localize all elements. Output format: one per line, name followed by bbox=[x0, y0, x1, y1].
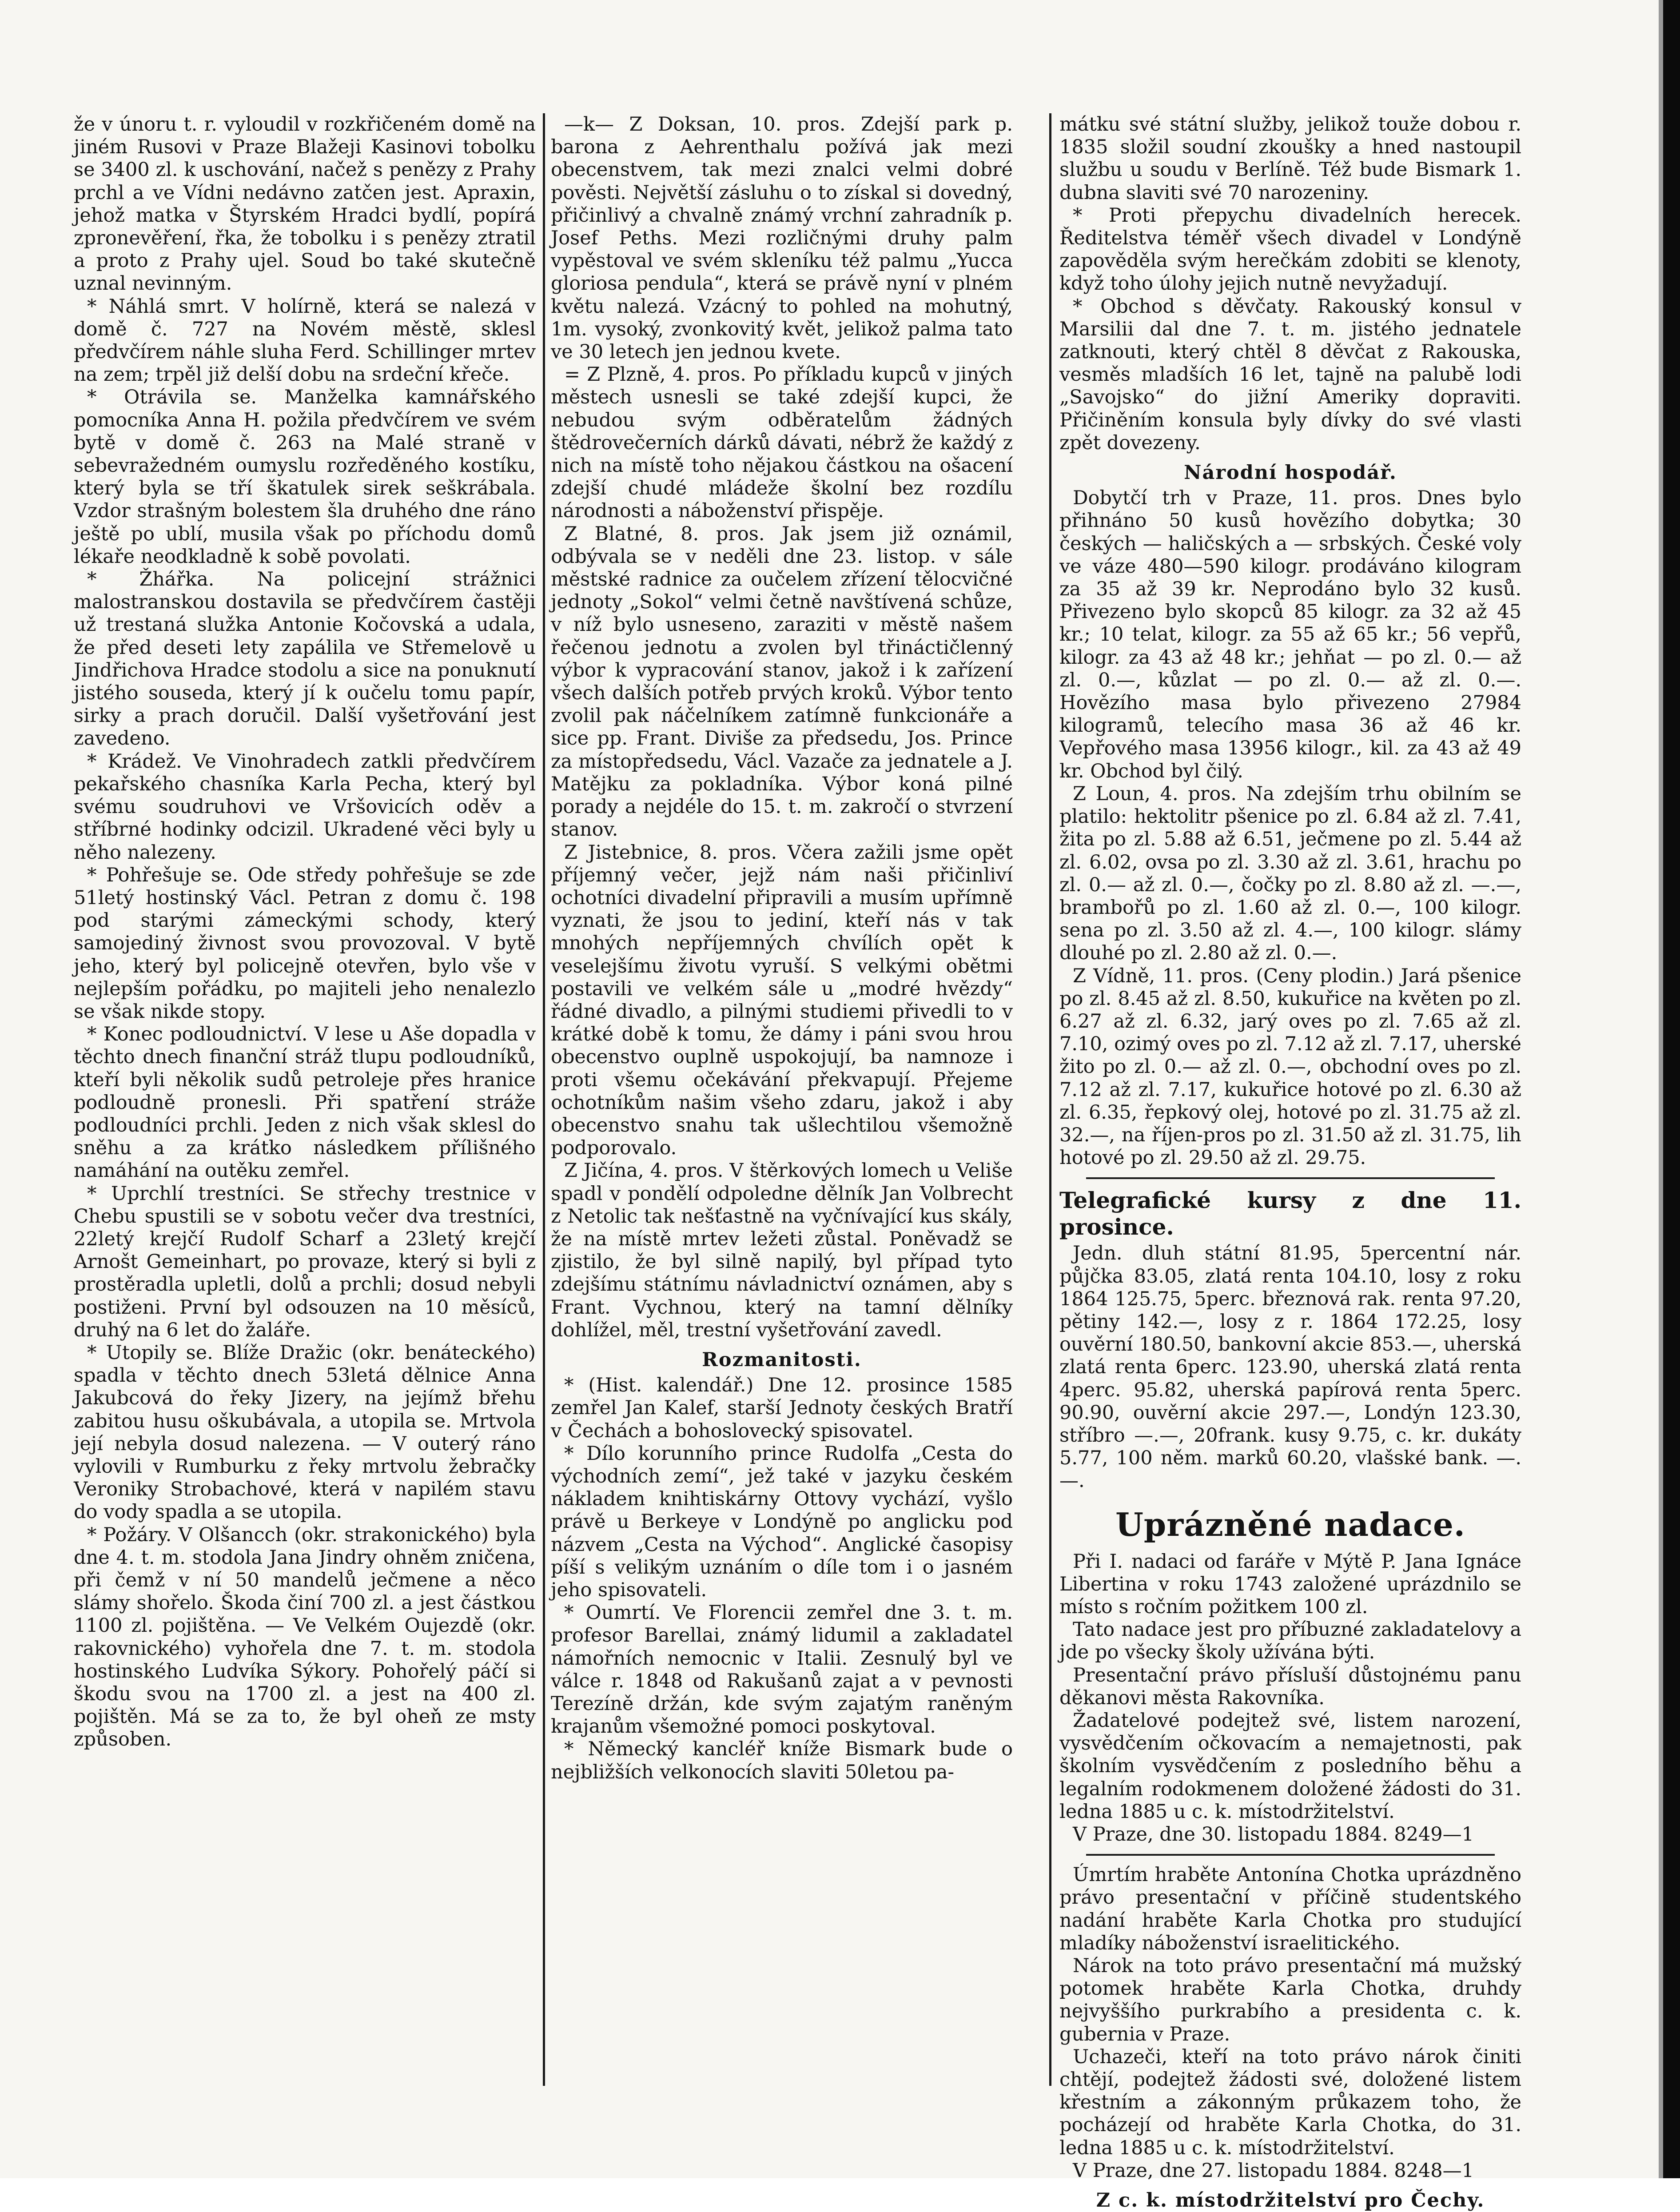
market-report: Z Loun, 4. pros. Na zdejším trhu obilním se platilo: hektolitr pšenice po zl. 6.84 až zl. 7.41, žita po zl. 5.88 až 6.51, ječmene po zl. 5.44 až zl. 6.02, ovsa po zl. 3.30 až zl. 3.61, hrachu po zl. 0.— až zl. 0.—, čočky po zl. 8.80 až zl. —.—, brambořů po zl. 1.60 až zl. 0.—, 100 kilogr. sena po zl. 3.50 až zl. 4.—, 100 kilogr. slámy dlouhé po zl. 2.80 až zl. 0.—. bbox=[1059, 782, 1521, 965]
divider bbox=[1086, 1177, 1495, 1179]
column-rule bbox=[1049, 113, 1051, 2086]
news-item: * Proti přepychu divadelních herecek. Ředitelstva téměř všech divadel v Londýně zapověděla svým herečkám zdobiti se klenoty, když toho úlohy jejich nutně nevyžadují. bbox=[1059, 204, 1521, 295]
exchange-rates: Jedn. dluh státní 81.95, 5percentní nár. půjčka 83.05, zlatá renta 104.10, losy z roku 1864 125.75, 5perc. březnová rak. renta 97.20, pětiny 142.—, losy z r. 1864 172.25, losy ouvěrní 180.50, bankovní akcie 853.—, uherská zlatá renta 6perc. 123.90, uherská zlatá renta 4perc. 95.82, uherská papírová renta 5perc. 90.90, ouvěrní akcie 297.—, Londýn 123.30, stříbro —.—, 20frank. kusy 9.75, c. kr. dukáty 5.77, 100 něm. marků 60.20, vlašské bank. —.—. bbox=[1059, 1242, 1521, 1492]
notice-paragraph: Nárok na toto právo presentační má mužský potomek hraběte Karla Chotka, druhdy nejvyššího purkrabího a presidenta c. k. gubernia v Praze. bbox=[1059, 1955, 1521, 2045]
news-item: * Otrávila se. Manželka kamnářského pomocníka Anna H. požila předvčírem ve svém bytě v domě č. 263 na Malé straně v sebevražedném oumyslu rozředěného kostíku, který byla se tří škatulek sirek seškrábala. Vzdor strašným bolestem šla druhého dne ráno ještě po ublí, musila však po příchodu domů lékaře neodkladně k sobě povolati. bbox=[74, 386, 536, 568]
news-item: * Obchod s děvčaty. Rakouský konsul v Marsilii dal dne 7. t. m. jistého jednatele zatknouti, který chtěl 8 děvčat z Rakouska, vesměs mladších 16 let, tajně na palubě lodi „Savojsko“ do jižní Ameriky dopraviti. Přičiněním konsula byly dívky do své vlasti zpět dovezeny. bbox=[1059, 295, 1521, 454]
section-heading: Uprázněné nadace. bbox=[1115, 1505, 1465, 1543]
notice-date: V Praze, dne 30. listopadu 1884. 8249—1 bbox=[1073, 1823, 1474, 1846]
column-middle bbox=[551, 113, 1013, 2139]
news-item: Z Jistebnice, 8. pros. Včera zažili jsme opět příjemný večer, jejž nám naši přičinliví ochotníci divadelní připravili a musím upřímně vyznati, že jsou to jediní, kteří nás v tak mnohých nepříjemných chvílích opět k veselejšímu životu vyruší. S velkými obětmi postavili ve velkém sále u „modré hvězdy“ řádné divadlo, a pilnými studiemi přivedli to v krátké době k tomu, že dámy i páni svou hrou obecenstvo ouplně uspokojují, ba namnoze i proti všemu očekávání překvapují. Přejeme ochotníkům našim všeho zdaru, jakož i aby obecenstvo snahu tak ušlechtilou všemožně podporovalo. bbox=[551, 841, 1013, 1160]
notice-paragraph: Úmrtím hraběte Antonína Chotka uprázdněno právo presentační v příčině studentského nadání hraběte Karla Chotka pro studující mladíky náboženství israelitického. bbox=[1059, 1864, 1521, 1954]
news-item: = Z Plzně, 4. pros. Po příkladu kupců v jiných městech usnesli se také zdejší kupci, že nebudou svým odběratelům žádných štědrovečerních dárků dávati, nébrž že každý z nich na místě toho nějakou částkou na ošacení zdejší chudé mládeže školní bez rozdílu národnosti a náboženství přispěje. bbox=[551, 363, 1013, 522]
news-item: * Pohřešuje se. Ode středy pohřešuje se zde 51letý hostinský Václ. Petran z domu č. 198 pod starými zámeckými schody, který samojediný živnost svou provozoval. V bytě jeho, který byl policejně otevřen, bylo vše v nejlepším pořádku, po majiteli jeho nenalezlo se však nikde stopy. bbox=[74, 864, 536, 1023]
news-item: * (Hist. kalendář.) Dne 12. prosince 1585 zemřel Jan Kalef, starší Jednoty českých Bratří v Čechách a bohoslovecký spisovatel. bbox=[551, 1374, 1013, 1442]
news-item: Z Blatné, 8. pros. Jak jsem již oznámil, odbývala se v neděli dne 23. listop. v sále městské radnice za oučelem zřízení tělocvičné jednoty „Sokol“ velmi četně navštívená schůze, v níž bylo usneseno, zaraziti v městě našem řečenou jednotu a zvolen byl třináctičlenný výbor k vypracování stanov, jakož i k zařízení všech dalších potřeb prvých kroků. Výbor tento zvolil pak náčelníkem zatímně funkcionáře a sice pp. Frant. Diviše za předsedu, Jos. Prince za místopředsedu, Václ. Vazače za jednatele a J. Matějku za pokladníka. Výbor koná pilné porady a nejdéle do 15. t. m. zakročí o stvrzení stanov. bbox=[551, 522, 1013, 841]
market-report: Z Vídně, 11. pros. (Ceny plodin.) Jará pšenice po zl. 8.45 až zl. 8.50, kukuřice na květen po zl. 6.27 až zl. 6.32, jarý oves po zl. 7.65 až zl. 7.10, ozimý oves po zl. 7.12 až zl. 7.17, uherské žito po zl. 0.— až zl. 0.—, obchodní oves po zl. 7.12 až zl. 7.17, kukuřice hotové po zl. 6.30 až zl. 6.35, řepkový olej, hotové po zl. 31.75 až zl. 32.—, na říjen-pros po zl. 31.50 až zl. 31.75, lih hotové po zl. 29.50 až zl. 29.75. bbox=[1059, 965, 1521, 1169]
article-paragraph: že v únoru t. r. vyloudil v rozkřičeném domě na jiném Rusovi v Praze Blažeji Kasinovi tobolku se 3400 zl. k uschování, načež s penězy z Prahy prchl a ve Vídni nedávno zatčen jest. Apraxin, jehož matka v Štyrském Hradci bydlí, popírá zpronevěření, řka, že tobolku i s penězy ztratil a proto z Prahy ujel. Soud bo také skutečně uznal nevinným. bbox=[74, 113, 536, 295]
news-item: * Krádež. Ve Vinohradech zatkli předvčírem pekařského chasníka Karla Pecha, který byl svému soudruhovi ve Vršovicích oděv a stříbrné hodinky odcizil. Ukradené věci byly u něho nalezeny. bbox=[74, 750, 536, 864]
news-item: * Utopily se. Blíže Dražic (okr. benáteckého) spadla v těchto dnech 53letá dělnice Anna Jakubcová do řeky Jizery, na jejímž břehu zabitou husu oškubávala, a utopila se. Mrtvola její nebyla dosud nalezena. — V outerý ráno vylovili v Rumburku z řeky mrtvolu žebračky Veroniky Strobachové, která v napilém stavu do vody spadla a se utopila. bbox=[74, 1341, 536, 1523]
news-item: Z Jičína, 4. pros. V štěrkových lomech u Veliše spadl v pondělí odpoledne dělník Jan Volbrecht z Netolic tak nešťastně na vyčnívající kus skály, že na místě mrtev ležeti zůstal. Poněvadž se zjistilo, že byl silně napilý, byl případ tyto zdejšímu státnímu návladnictví oznámen, aby s Frant. Vychnou, který na tamní dělníky dohlížel, měl, trestní vyšetřování zavedl. bbox=[551, 1160, 1013, 1341]
column-right bbox=[1059, 113, 1521, 2212]
section-heading: Národní hospodář. bbox=[1184, 462, 1397, 484]
section-heading: Rozmanitosti. bbox=[702, 1348, 862, 1371]
column-rule bbox=[543, 113, 545, 2086]
notice-paragraph: Při I. nadaci od faráře v Mýtě P. Jana Ignáce Libertina v roku 1743 založené uprázdnilo se místo s ročním požitkem 100 zl. bbox=[1059, 1550, 1521, 1618]
scan-border bbox=[1659, 0, 1663, 2178]
market-report: Dobytčí trh v Praze, 11. pros. Dnes bylo přihnáno 50 kusů hovězího dobytka; 30 českých — haličských a — srbských. České voly ve váze 480—590 kilogr. prodáváno kilogram za 35 až 39 kr. Neprodáno bylo 32 kusů. Přivezeno bylo skopců 85 kilogr. za 32 až 45 kr.; 10 telat, kilogr. za 55 až 65 kr.; 56 vepřů, kilogr. za 43 až 48 kr.; jehňat — po zl. 0.— až zl. 0.—, kůzlat — po zl. 0.— až zl. 0.—. Hovězího masa bylo přivezeno 27984 kilogramů, telecího masa 36 až 46 kr. Vepřového masa 13956 kilogr., kil. za 43 až 49 kr. Obchod byl čilý. bbox=[1059, 487, 1521, 782]
notice-paragraph: Tato nadace jest pro příbuzné zakladatelovy a jde po všecky školy užívána býti. bbox=[1059, 1618, 1521, 1664]
divider bbox=[1086, 1854, 1495, 1856]
notice-date: V Praze, dne 27. listopadu 1884. 8248—1 bbox=[1073, 2159, 1474, 2182]
notice-paragraph: Uchazeči, kteří na toto právo nárok činiti chtějí, podejtež žádosti své, doložené listem křestním a zákonným průkazem toho, že pocházejí od hraběte Karla Chotka, do 31. ledna 1885 u c. k. místodržitelství. bbox=[1059, 2045, 1521, 2159]
news-item: * Požáry. V Olšancch (okr. strakonického) byla dne 4. t. m. stodola Jana Jindry ohněm zničena, při čemž v ní 50 mandelů ječmene a něco slámy shořelo. Škoda činí 700 zl. a jest částkou 1100 zl. pojištěna. — Ve Velkém Oujezdě (okr. rakovnického) vyhořela dne 7. t. m. stodola hostinského Ludvíka Sýkory. Pohořelý páčí si škodu svou na 1700 zl. a jest na 400 zl. pojištěn. Má se za to, že byl oheň ze msty způsoben. bbox=[74, 1523, 536, 1751]
scan-border-dark bbox=[1663, 0, 1680, 2178]
notice-paragraph: Žadatelové podejtež své, listem narození, vysvědčením očkovacím a nemajetnosti, pak školním vysvědčením z posledního běhu a legalním rodokmenem doložené žádosti do 31. ledna 1885 u c. k. místodržitelství. bbox=[1059, 1710, 1521, 1823]
section-heading: Telegrafické kursy z dne 11. prosince. bbox=[1059, 1187, 1521, 1240]
column-left bbox=[74, 113, 536, 2139]
news-item: * Žhářka. Na policejní strážnici malostranskou dostavila se předvčírem častěji už trestaná služka Antonie Kočovská a udala, že před deseti lety zapálila ve Střemelově u Jindřichova Hradce stodolu a sice na ponuknutí jistého souseda, který jí k oučelu tomu papír, sirky a prach doručil. Další vyšetřování jest zavedeno. bbox=[74, 568, 536, 750]
notice-paragraph: Presentační právo přísluší důstojnému panu děkanovi města Rakovníka. bbox=[1059, 1664, 1521, 1709]
notice-signature: Z c. k. místodržitelství pro Čechy. bbox=[1096, 2189, 1485, 2212]
news-item: * Uprchlí trestníci. Se střechy trestnice v Chebu spustili se v sobotu večer dva trestníci, 22letý krejčí Rudolf Scharf a 23letý krejčí Arnošt Gemeinhart, po provaze, který si byli z prostěradla upletli, dolů a prchli; dosud nebyli postiženi. První byl odsouzen na 10 měsíců, druhý na 6 let do žaláře. bbox=[74, 1182, 536, 1341]
news-item: * Náhlá smrt. V holírně, která se nalezá v domě č. 727 na Novém městě, sklesl předvčírem náhle sluha Ferd. Schillinger mrtev na zem; trpěl již delší dobu na srdeční křeče. bbox=[74, 295, 536, 386]
news-item: * Oumrtí. Ve Florencii zemřel dne 3. t. m. profesor Barellai, známý lidumil a zakladatel námořních nemocnic v Italii. Zesnulý byl ve válce r. 1848 od Rakušanů zajat a v pevnosti Terezíně držán, kde svým zajatým raněným krajanům všemožné pomoci poskytoval. bbox=[551, 1602, 1013, 1738]
news-item: * Konec podloudnictví. V lese u Aše dopadla v těchto dnech finanční stráž tlupu podloudníků, kteří byli několik sudů petroleje přes hranice podloudně pronesli. Při spatření stráže podloudníci prchli. Jeden z nich však sklesl do sněhu a za krátko následkem přílišného namáhání na outěku zemřel. bbox=[74, 1023, 536, 1182]
news-item: —k— Z Doksan, 10. pros. Zdejší park p. barona z Aehrenthalu požívá jak mezi obecenstvem, tak mezi znalci velmi dobré pověsti. Největší zásluhu o to získal si dovedný, přičinlivý a chvalně známý vrchní zahradník p. Josef Peths. Mezi rozličnými druhy palm vypěstoval ve svém skleníku též palmu „Yucca gloriosa pendula“, která se právě nyní v plném květu nalezá. Vzácný to pohled na mohutný, 1m. vysoký, zvonkovitý květ, jelikož palma tato ve 30 letech jen jednou kvete. bbox=[551, 113, 1013, 363]
article-paragraph: mátku své státní služby, jelikož touže dobou r. 1835 složil soudní zkoušky a hned nastoupil službu u soudu v Berlíně. Též bude Bismark 1. dubna slaviti své 70 narozeniny. bbox=[1059, 113, 1521, 204]
news-item: * Německý kancléř kníže Bismark bude o nejbližších velkonocích slaviti 50letou pa- bbox=[551, 1738, 1013, 1783]
news-item: * Dílo korunního prince Rudolfa „Cesta do východních zemí“, jež také v jazyku českém nákladem knihtiskárny Ottovy vychází, vyšlo právě u Berkeye v Londýně po anglicku pod názvem „Cesta na Východ“. Anglické časopisy píší s velikým uznáním o díle tom i o jasném jeho spisovateli. bbox=[551, 1442, 1013, 1601]
